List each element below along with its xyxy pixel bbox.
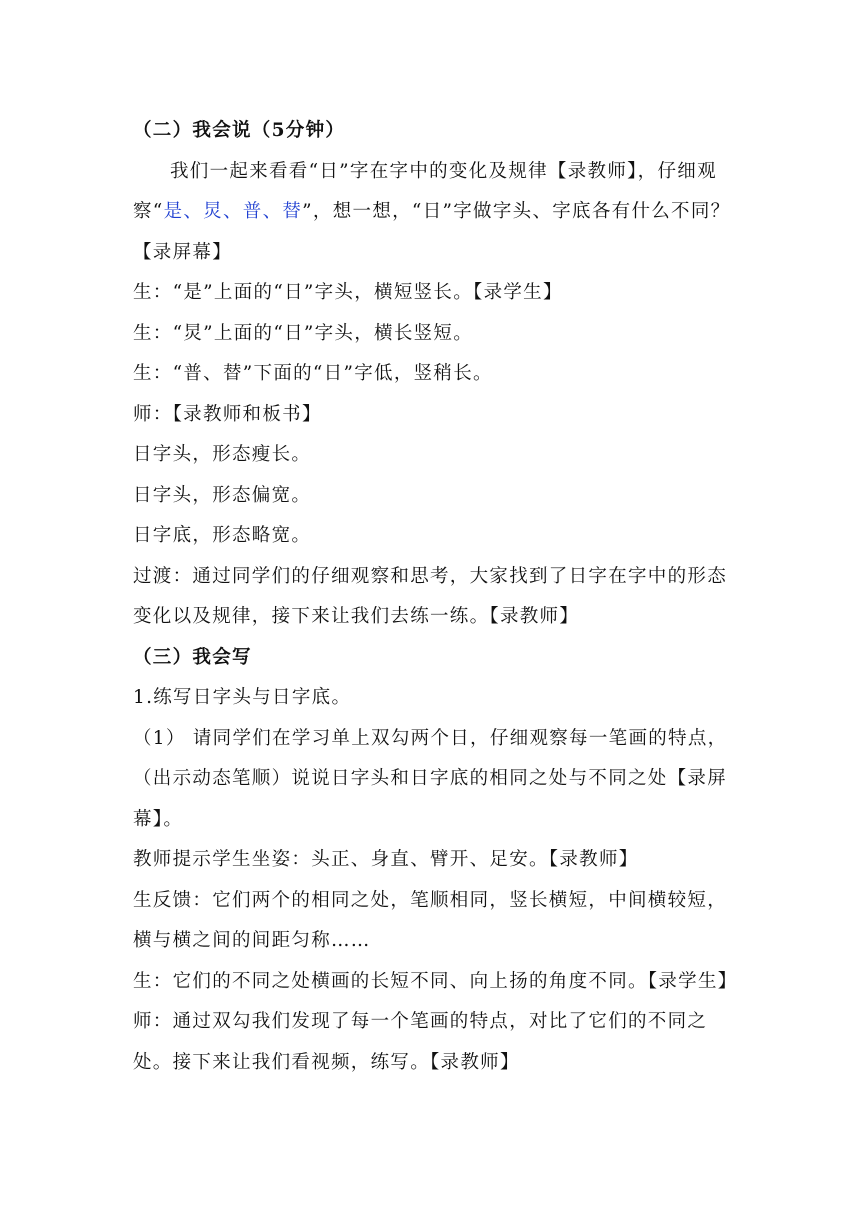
- transition-paragraph: 过渡：通过同学们的仔细观察和思考，大家找到了日字在字中的形态变化以及规律，接下来让我们去练一练。【录教师】: [133, 565, 728, 627]
- student-feedback: 生反馈：它们两个的相同之处，笔顺相同，竖长横短，中间横较短，横与横之间的间距匀称……: [133, 889, 728, 951]
- section-heading-write: （三）我会写: [133, 646, 252, 668]
- student-answer-3: 生：“普、替”下面的“日”字低，竖稍长。: [133, 363, 493, 384]
- practice-subitem-1: （1） 请同学们在学习单上双勾两个日，仔细观察每一笔画的特点，（出示动态笔顺）说说日字头和日字底的相同之处与不同之处【录屏幕】。: [133, 727, 728, 830]
- highlighted-characters: 是、炅、普、替: [163, 201, 303, 222]
- student-answer-1: 生：“是”上面的“日”字头，横短竖长。【录学生】: [133, 282, 563, 303]
- board-note-1: 日字头，形态瘦长。: [133, 444, 312, 465]
- document-body: [133, 111, 738, 1083]
- teacher-summary: 师：通过双勾我们发现了每一个笔画的特点，对比了它们的不同之处。接下来让我们看视频，练写。【录教师】: [133, 1011, 708, 1073]
- teacher-line: 师：【录教师和板书】: [133, 403, 322, 425]
- board-note-3: 日字底，形态略宽。: [133, 525, 312, 546]
- board-note-2: 日字头，形态偏宽。: [133, 484, 312, 506]
- paragraph-observe-text-b: ”，想一想，“日”字做字头、字底各有什么不同？【录屏幕】: [133, 201, 731, 263]
- paragraph-observe-text-a: 我们一起来看看“日”字在字中的变化及规律【录教师】，仔细观察“: [133, 160, 717, 222]
- paragraph-observe: [133, 152, 733, 274]
- student-difference: 生：它们的不同之处横画的长短不同、向上扬的角度不同。【录学生】: [133, 970, 738, 992]
- practice-item-1: 1.练写日字头与日字底。: [133, 687, 352, 708]
- posture-reminder: 教师提示学生坐姿：头正、身直、臂开、足安。【录教师】: [133, 849, 639, 870]
- section-heading-speak: （二）我会说（5分钟）: [133, 120, 346, 141]
- student-answer-2: 生：“炅”上面的“日”字头，横长竖短。: [133, 322, 474, 344]
